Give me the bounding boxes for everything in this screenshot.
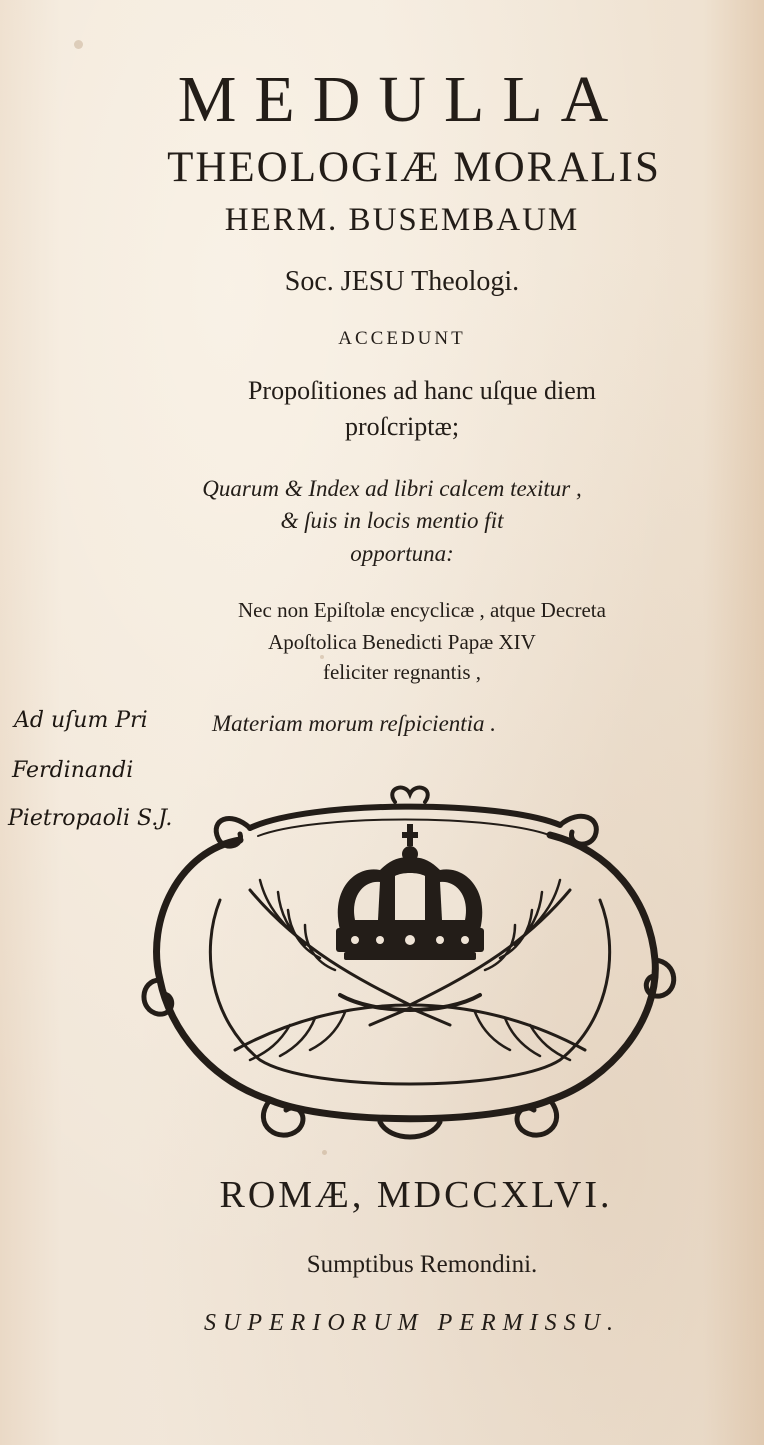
handwritten-note-2: Ferdinandi	[12, 758, 134, 783]
handwritten-note-3: Pietropaoli S.J.	[8, 806, 173, 831]
title-line-1: MEDULLA	[177, 63, 627, 136]
decree-line-2: Apoſtolica Benedicti Papæ XIV	[268, 630, 536, 654]
italic-line-4: Materiam morum reſpicientia .	[212, 711, 497, 736]
crown-vignette-icon	[140, 780, 680, 1150]
foxing-spot	[322, 1150, 327, 1155]
subtitle-line-2: proſcriptæ;	[344, 412, 460, 441]
handwritten-note-1: Ad uſum Pri	[14, 708, 148, 733]
decree-line-3: feliciter regnantis ,	[322, 660, 481, 684]
imprint-publisher: Sumptibus Remondini.	[306, 1251, 538, 1278]
italic-line-3: opportuna:	[350, 541, 454, 566]
foxing-spot	[74, 40, 83, 49]
author-affiliation: Soc. JESU Theologi.	[284, 266, 520, 297]
author-line: HERM. BUSEMBAUM	[224, 202, 580, 238]
imprint-place: ROMÆ, MDCCXLVI.	[219, 1174, 613, 1216]
foxing-spot	[320, 655, 324, 659]
imprint-permission: SUPERIORUM PERMISSU.	[204, 1310, 620, 1336]
italic-line-2: & ſuis in locis mentio fit	[280, 508, 504, 533]
subtitle-line-1: Propoſitiones ad hanc uſque diem	[247, 376, 597, 405]
decree-line-1: Nec non Epiſtolæ encyclicæ , atque Decreta	[238, 598, 606, 622]
title-line-2: THEOLOGIÆ MORALIS	[167, 144, 661, 191]
accedunt-heading: ACCEDUNT	[338, 328, 466, 349]
italic-line-1: Quarum & Index ad libri calcem texitur ,	[202, 476, 582, 501]
